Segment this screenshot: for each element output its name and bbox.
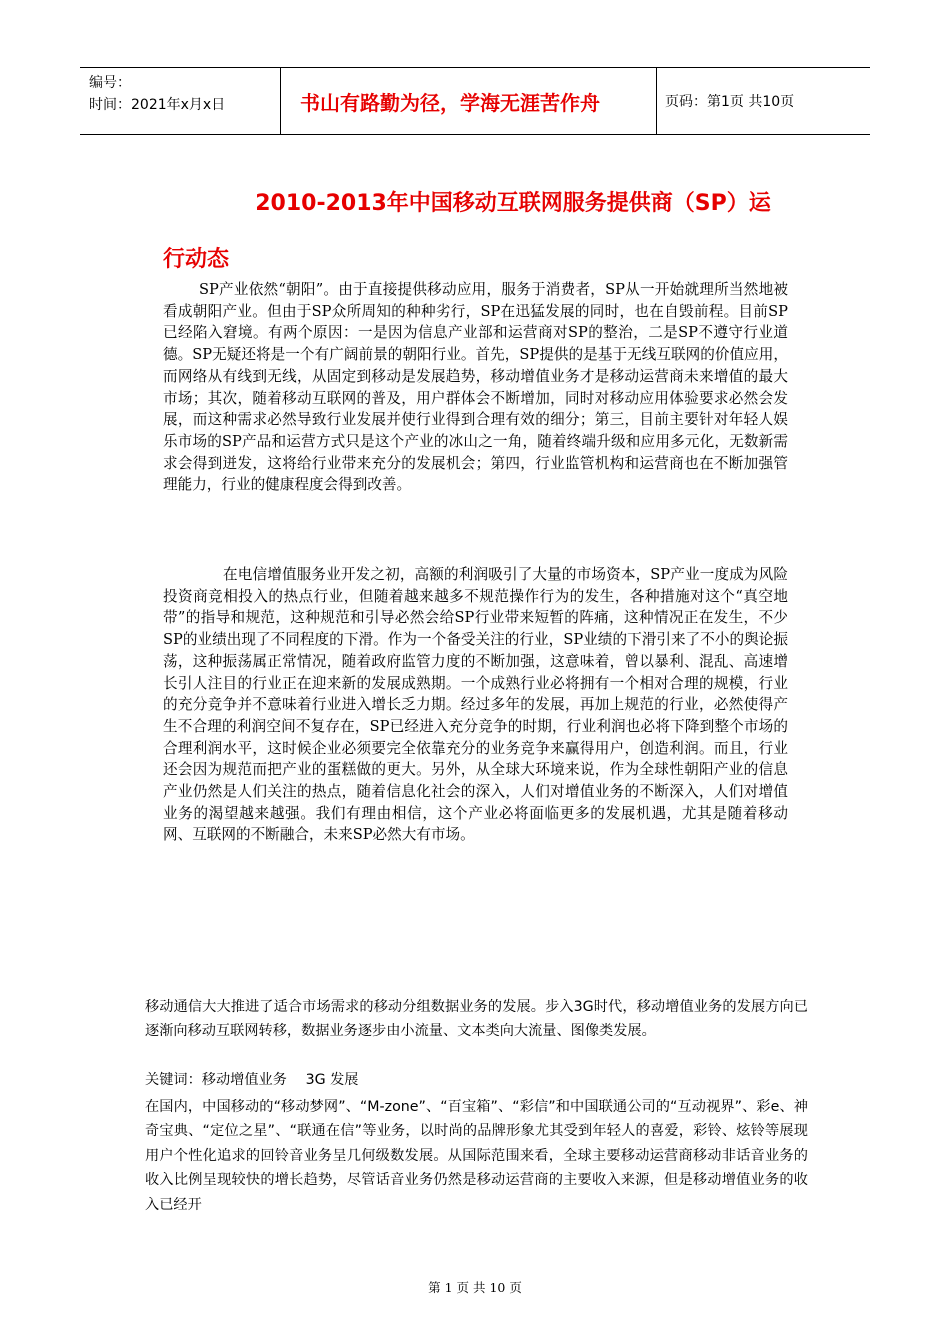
time-label: 时间：2021年x月x日	[89, 97, 226, 113]
document-header	[80, 67, 870, 135]
page-number-cell	[657, 68, 870, 134]
motto-cell	[281, 68, 657, 134]
document-title	[163, 178, 803, 286]
header-meta-cell	[80, 68, 281, 134]
number-label: 编号：	[89, 75, 131, 91]
motto-text: 书山有路勤为径，学海无涯苦作舟	[300, 90, 600, 115]
keywords-line: 关键词：移动增值业务 3G 发展	[145, 1072, 359, 1088]
paragraph-mobile-data-services: 移动通信大大推进了适合市场需求的移动分组数据业务的发展。步入3G时代，移动增值业务的发展方向已逐渐向移动互联网转移，数据业务逐步由小流量、文本类向大流量、图像类发展。	[145, 999, 808, 1040]
paragraph-domestic-services: 在国内，中国移动的“移动梦网”、“M-zone”、“百宝箱”、“彩信”和中国联通公司的“互动视界”、彩e、神奇宝典、“定位之星”、“联通在信”等业务，以时尚的品牌形象尤其受到年轻人的喜爱，彩铃、炫铃等展现用户个性化追求的回铃音业务呈几何级数发展。从国际范围来看，全球主要移动运营商移动非话音业务的收入比例呈现较快的增长趋势，尽管话音业务仍然是移动运营商的主要收入来源，但是移动增值业务的收入已经开	[145, 1099, 808, 1213]
page-label: 页码：第1页 共10页	[665, 94, 795, 110]
title-line-2: 行动态	[163, 247, 230, 272]
paragraph-telecom-value-added: 在电信增值服务业开发之初，高额的利润吸引了大量的市场资本，SP产业一度成为风险投资商竞相投入的热点行业，但随着越来越多不规范操作行为的发生，各种措施对这个“真空地带”的指导和规范，这种规范和引导必然会给SP行业带来短暂的阵痛，这种情况正在发生，不少SP的业绩出现了不同程度的下滑。作为一个备受关注的行业，SP业绩的下滑引来了不小的舆论振荡，这种振荡属正常情况，随着政府监管力度的不断加强，这意味着，曾以暴利、混乱、高速增长引人注目的行业正在迎来新的发展成熟期。一个成熟行业必将拥有一个相对合理的规模，行业的充分竞争并不意味着行业进入增长乏力期。经过多年的发展，再加上规范的行业，必然使得产生不合理的利润空间不复存在，SP已经进入充分竞争的时期，行业利润也必将下降到整个市场的合理利润水平，这时候企业必须要完全依靠充分的业务竞争来赢得用户，创造利润。而且，行业还会因为规范而把产业的蛋糕做的更大。另外，从全球大环境来说，作为全球性朝阳产业的信息产业仍然是人们关注的热点，随着信息化社会的深入，人们对增值业务的不断深入，人们对增值业务的渴望越来越强。我们有理由相信，这个产业必将面临更多的发展机遇，尤其是随着移动网、互联网的不断融合，未来SP必然大有市场。	[163, 566, 788, 844]
paragraph-sp-industry: SP产业依然“朝阳”。由于直接提供移动应用，服务于消费者，SP从一开始就理所当然地被看成朝阳产业。但由于SP众所周知的种种劣行，SP在迅猛发展的同时，也在自毁前程。目前SP已经陷入窘境。有两个原因：一是因为信息产业部和运营商对SP的整治，二是SP不遵守行业道德。SP无疑还将是一个有广阔前景的朝阳行业。首先，SP提供的是基于无线互联网的价值应用，而网络从有线到无线，从固定到移动是发展趋势，移动增值业务才是移动运营商未来增值的最大市场；其次，随着移动互联网的普及，用户群体会不断增加，同时对移动应用体验要求必然会发展，而这种需求必然导致行业发展并使行业得到合理有效的细分；第三，目前主要针对年轻人娱乐市场的SP产品和运营方式只是这个产业的冰山之一角，随着终端升级和应用多元化，无数新需求会得到迸发，这将给行业带来充分的发展机会；第四，行业监管机构和运营商也在不断加强管理能力，行业的健康程度会得到改善。	[163, 281, 788, 494]
page-footer: 第 1 页 共 10 页	[428, 1280, 522, 1295]
title-line-1: 2010-2013年中国移动互联网服务提供商（SP）运	[255, 191, 771, 216]
